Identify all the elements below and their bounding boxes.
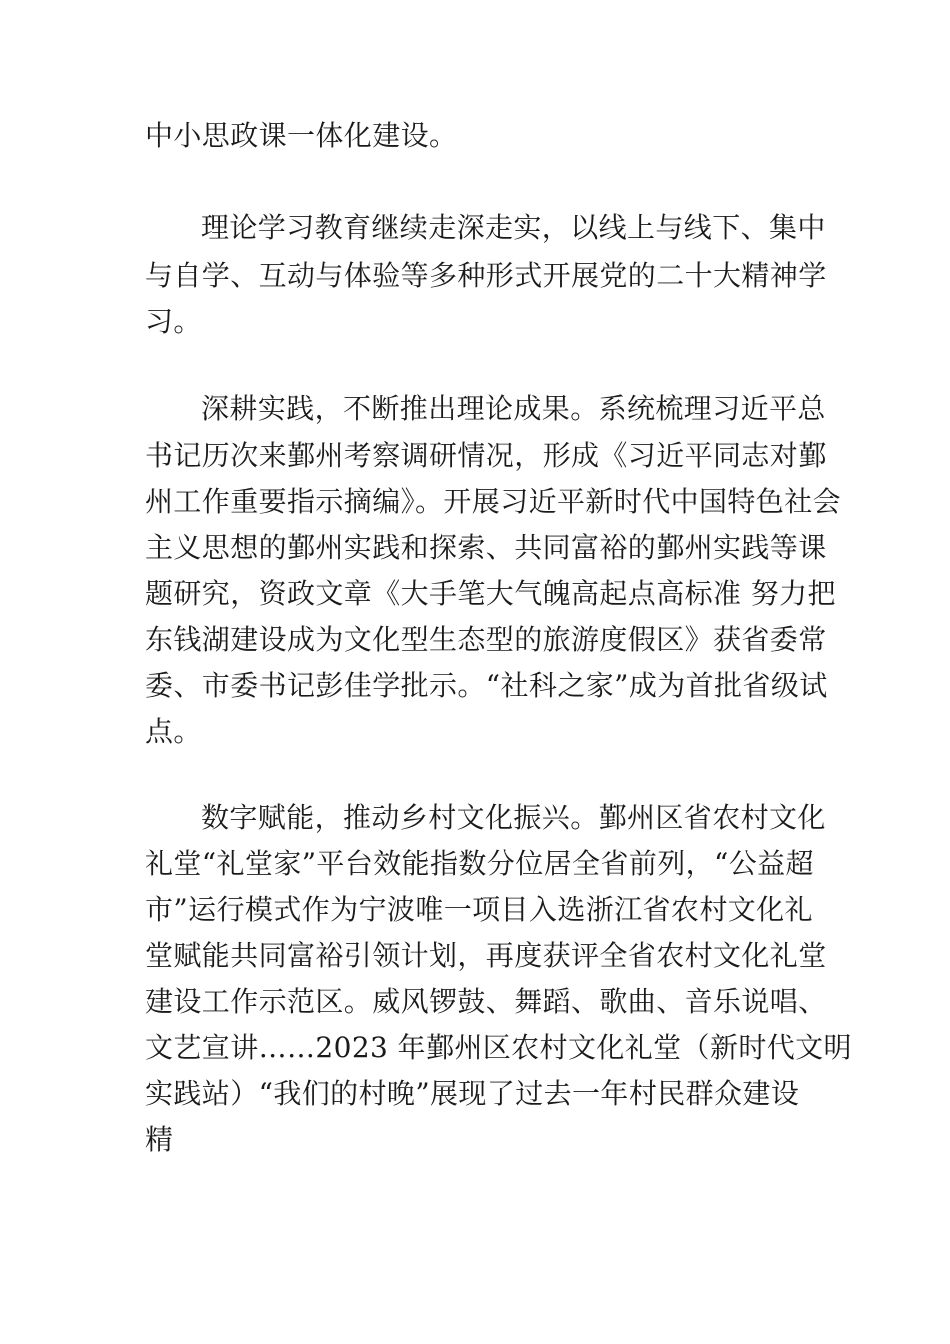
paragraph-3-line-5: 题研究，资政文章《大手笔大气魄高起点高标准 努力把 [145, 577, 836, 610]
paragraph-4-line-1: 数字赋能，推动乡村文化振兴。鄞州区省农村文化 [201, 801, 826, 834]
paragraph-3-line-3: 州工作重要指示摘编》。开展习近平新时代中国特色社会 [145, 485, 842, 518]
paragraph-3-line-7: 委、市委书记彭佳学批示。“社科之家”成为首批省级试 [145, 669, 828, 702]
paragraph-3-line-4: 主义思想的鄞州实践和探索、共同富裕的鄞州实践等课 [145, 531, 827, 564]
paragraph-4-line-8: 精 [145, 1123, 174, 1156]
paragraph-4-line-2: 礼堂“礼堂家”平台效能指数分位居全省前列，“公益超 [145, 847, 814, 880]
paragraph-4-line-3: 市”运行模式作为宁波唯一项目入选浙江省农村文化礼 [145, 893, 813, 926]
paragraph-1-line-1: 中小思政课一体化建设。 [145, 119, 458, 152]
paragraph-2-line-1: 理论学习教育继续走深走实，以线上与线下、集中 [201, 211, 826, 244]
paragraph-3-line-1: 深耕实践，不断推出理论成果。系统梳理习近平总 [201, 392, 826, 425]
paragraph-4-line-4: 堂赋能共同富裕引领计划，再度获评全省农村文化礼堂 [145, 939, 827, 972]
paragraph-3-line-8: 点。 [145, 715, 202, 748]
paragraph-2-line-2: 与自学、互动与体验等多种形式开展党的二十大精神学 [145, 259, 827, 292]
paragraph-4-line-5: 建设工作示范区。威风锣鼓、舞蹈、歌曲、音乐说唱、 [145, 985, 827, 1018]
paragraph-3-line-6: 东钱湖建设成为文化型生态型的旅游度假区》获省委常 [145, 623, 827, 656]
paragraph-4-line-7: 实践站）“我们的村晚”展现了过去一年村民群众建设 [145, 1077, 800, 1110]
paragraph-2-line-3: 习。 [145, 305, 202, 338]
paragraph-3-line-2: 书记历次来鄞州考察调研情况，形成《习近平同志对鄞 [145, 439, 827, 472]
paragraph-4-line-6: 文艺宣讲……2023 年鄞州区农村文化礼堂（新时代文明 [145, 1031, 852, 1064]
